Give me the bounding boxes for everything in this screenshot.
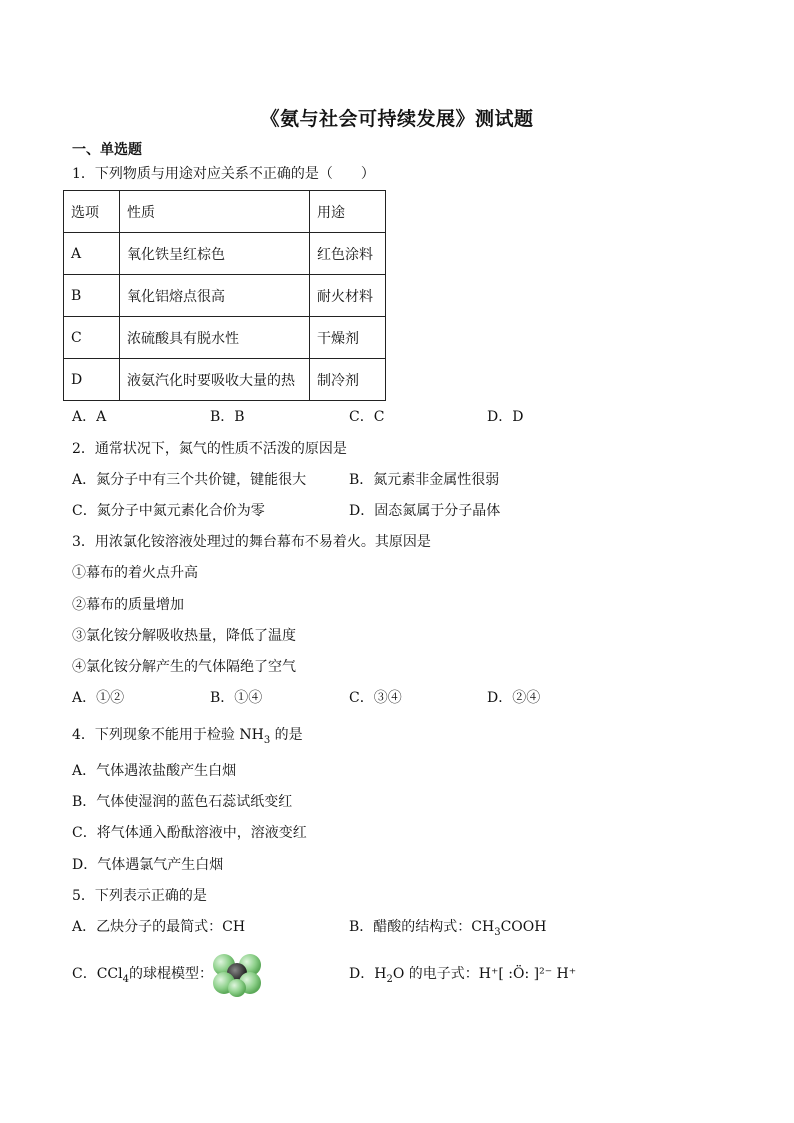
question-2-option-a: A．氮分子中有三个共价键，键能很大 — [72, 472, 307, 488]
question-2-option-d: D．固态氮属于分子晶体 — [349, 503, 501, 519]
table-cell: 干燥剂 — [310, 317, 386, 359]
table-row — [64, 233, 386, 275]
question-4-option-a: A．气体遇浓盐酸产生白烟 — [72, 763, 237, 779]
question-4-stem-text: 4．下列现象不能用于检验 — [72, 727, 235, 743]
table-row — [64, 359, 386, 401]
water-lewis-structure: H⁺[ :Ö: ]²⁻ H⁺ — [478, 966, 577, 982]
question-1-option-c: C．C — [349, 409, 385, 425]
question-4-stem — [72, 726, 303, 744]
question-4-option-d: D．气体遇氯气产生白烟 — [72, 857, 224, 873]
table-cell: 液氨汽化时要吸收大量的热 — [120, 359, 310, 401]
question-5-option-a: A．乙炔分子的最简式：CH — [72, 919, 246, 935]
table-header-cell: 选项 — [64, 191, 120, 233]
table-cell: 制冷剂 — [310, 359, 386, 401]
table-cell: C — [64, 317, 120, 359]
nh3-formula: $NH_3$ — [239, 727, 271, 746]
table-cell: B — [64, 275, 120, 317]
question-3-option-c: C．③④ — [349, 690, 402, 706]
question-1-option-b: B．B — [210, 409, 245, 425]
question-3-option-a: A．①② — [72, 690, 125, 706]
question-5-option-c: C．CCl$_4$的球棍模型： — [72, 966, 213, 985]
question-4-option-c: C．将气体通入酚酞溶液中，溶液变红 — [72, 825, 307, 841]
question-5-option-b: B．醋酸的结构式：$CH_3COOH$ — [349, 919, 547, 938]
table-cell: 氧化铝熔点很高 — [120, 275, 310, 317]
table-cell: A — [64, 233, 120, 275]
table-cell: 红色涂料 — [310, 233, 386, 275]
question-1-table — [63, 190, 386, 401]
question-3-statement-1: ①幕布的着火点升高 — [72, 565, 198, 581]
table-row — [64, 275, 386, 317]
table-cell: 浓硫酸具有脱水性 — [120, 317, 310, 359]
table-header-cell: 用途 — [310, 191, 386, 233]
question-1-stem: 1．下列物质与用途对应关系不正确的是（ ） — [72, 166, 375, 182]
question-2-stem: 2．通常状况下，氮气的性质不活泼的原因是 — [72, 441, 347, 457]
question-4-option-b: B．气体使湿润的蓝色石蕊试纸变红 — [72, 794, 293, 810]
table-cell: 氧化铁呈红棕色 — [120, 233, 310, 275]
table-header-row — [64, 191, 386, 233]
page-title: 《氨与社会可持续发展》测试题 — [260, 108, 534, 130]
table-cell: D — [64, 359, 120, 401]
section-heading: 一、单选题 — [72, 142, 142, 158]
table-row — [64, 317, 386, 359]
question-3-statement-3: ③氯化铵分解吸收热量，降低了温度 — [72, 628, 296, 644]
ccl4-ball-stick-model-icon — [210, 950, 264, 998]
table-cell: 耐火材料 — [310, 275, 386, 317]
question-5-option-d: D．$H_2O$ 的电子式：H⁺[ :Ö: ]²⁻ H⁺ — [349, 966, 577, 985]
question-1-option-a: A．A — [72, 409, 107, 425]
question-3-statement-2: ②幕布的质量增加 — [72, 597, 184, 613]
question-2-option-b: B．氮元素非金属性很弱 — [349, 472, 500, 488]
table-header-cell: 性质 — [120, 191, 310, 233]
question-3-option-d: D．②④ — [487, 690, 541, 706]
question-3-option-b: B．①④ — [210, 690, 263, 706]
question-2-option-c: C．氮分子中氮元素化合价为零 — [72, 503, 265, 519]
question-4-stem-tail: 的是 — [274, 727, 303, 743]
question-5-stem: 5．下列表示正确的是 — [72, 888, 207, 904]
question-3-statement-4: ④氯化铵分解产生的气体隔绝了空气 — [72, 659, 296, 675]
question-3-stem: 3．用浓氯化铵溶液处理过的舞台幕布不易着火。其原因是 — [72, 534, 431, 550]
question-1-option-d: D．D — [487, 409, 524, 425]
